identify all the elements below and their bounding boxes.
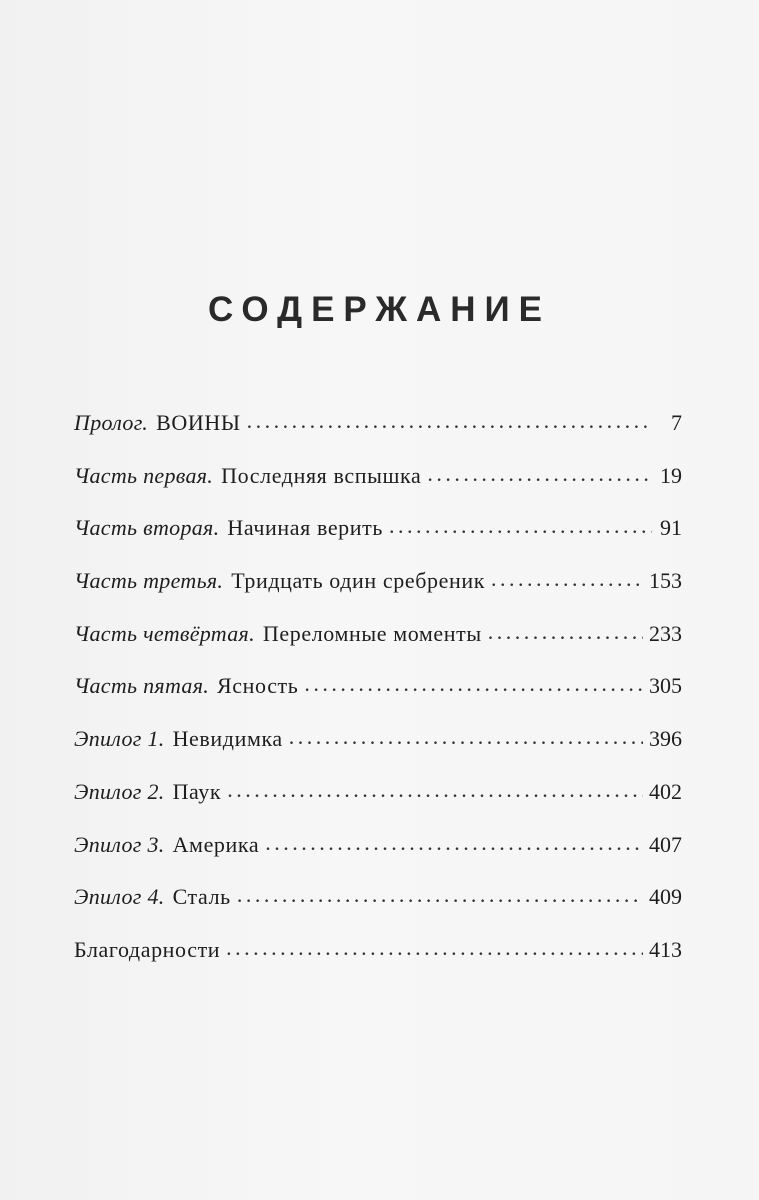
toc-entry-epilogue-3 xyxy=(74,824,682,877)
toc-entry-page: 153 xyxy=(649,568,682,594)
toc-entry-acknowledgements xyxy=(74,929,682,982)
toc-entry-title: Переломные моменты xyxy=(262,620,482,646)
toc-entry-prefix: Эпилог 3. xyxy=(74,831,165,857)
toc-entry-prefix: Часть четвёртая. xyxy=(74,620,255,646)
toc-entry-page: 7 xyxy=(671,410,682,435)
toc-entry-epilogue-1 xyxy=(74,718,682,771)
toc-entry-page: 19 xyxy=(660,462,682,488)
toc-entry-page: 413 xyxy=(649,936,682,962)
toc-entry-prefix: Пролог. xyxy=(74,410,149,435)
toc-entry-title: Невидимка xyxy=(172,726,283,752)
dot-leader xyxy=(237,874,643,916)
dot-leader xyxy=(427,453,652,495)
toc-entry-prefix: Часть пятая. xyxy=(74,673,210,699)
toc-entry-part-4 xyxy=(74,613,682,666)
toc-entry-page: 91 xyxy=(660,515,682,541)
toc-entry-part-5 xyxy=(74,665,682,718)
toc-entry-page: 233 xyxy=(649,620,682,646)
toc-entry-title: Сталь xyxy=(172,884,231,910)
toc-entry-epilogue-4 xyxy=(74,876,682,929)
dot-leader xyxy=(289,716,643,758)
toc-entry-prefix: Эпилог 4. xyxy=(74,884,165,910)
toc-entry-part-2 xyxy=(74,507,682,560)
toc-entry-part-1 xyxy=(74,455,682,508)
table-of-contents xyxy=(74,402,682,982)
dot-leader xyxy=(491,558,643,600)
dot-leader xyxy=(389,505,652,547)
toc-entry-epilogue-2 xyxy=(74,771,682,824)
toc-entry-prefix: Часть третья. xyxy=(74,568,224,594)
toc-entry-page: 305 xyxy=(649,673,682,699)
toc-entry-title: Последняя вспышка xyxy=(221,462,422,488)
toc-entry-title: Америка xyxy=(172,831,260,857)
toc-entry-prefix: Часть первая. xyxy=(74,462,214,488)
toc-entry-prologue xyxy=(74,402,682,455)
toc-entry-title: Ясность xyxy=(217,673,299,699)
toc-entry-prefix: Эпилог 1. xyxy=(74,726,165,752)
toc-entry-title: Благодарности xyxy=(74,936,221,962)
dot-leader xyxy=(247,400,652,442)
dot-leader xyxy=(304,663,643,705)
toc-entry-page: 402 xyxy=(649,778,682,804)
toc-entry-page: 409 xyxy=(649,884,682,910)
contents-heading: СОДЕРЖАНИЕ xyxy=(207,290,551,329)
dot-leader xyxy=(488,611,643,653)
dot-leader xyxy=(227,769,643,811)
toc-entry-title: Тридцать один сребреник xyxy=(231,568,486,594)
toc-entry-prefix: Часть вторая. xyxy=(74,515,220,541)
toc-entry-title: Начиная верить xyxy=(227,515,384,541)
toc-entry-page: 407 xyxy=(649,831,682,857)
toc-entry-page: 396 xyxy=(649,726,682,752)
toc-entry-title: Паук xyxy=(172,778,222,804)
toc-entry-part-3 xyxy=(74,560,682,613)
toc-entry-prefix: Эпилог 2. xyxy=(74,778,165,804)
dot-leader xyxy=(226,927,643,969)
toc-entry-title: ВОИНЫ xyxy=(156,410,241,435)
dot-leader xyxy=(265,822,643,864)
